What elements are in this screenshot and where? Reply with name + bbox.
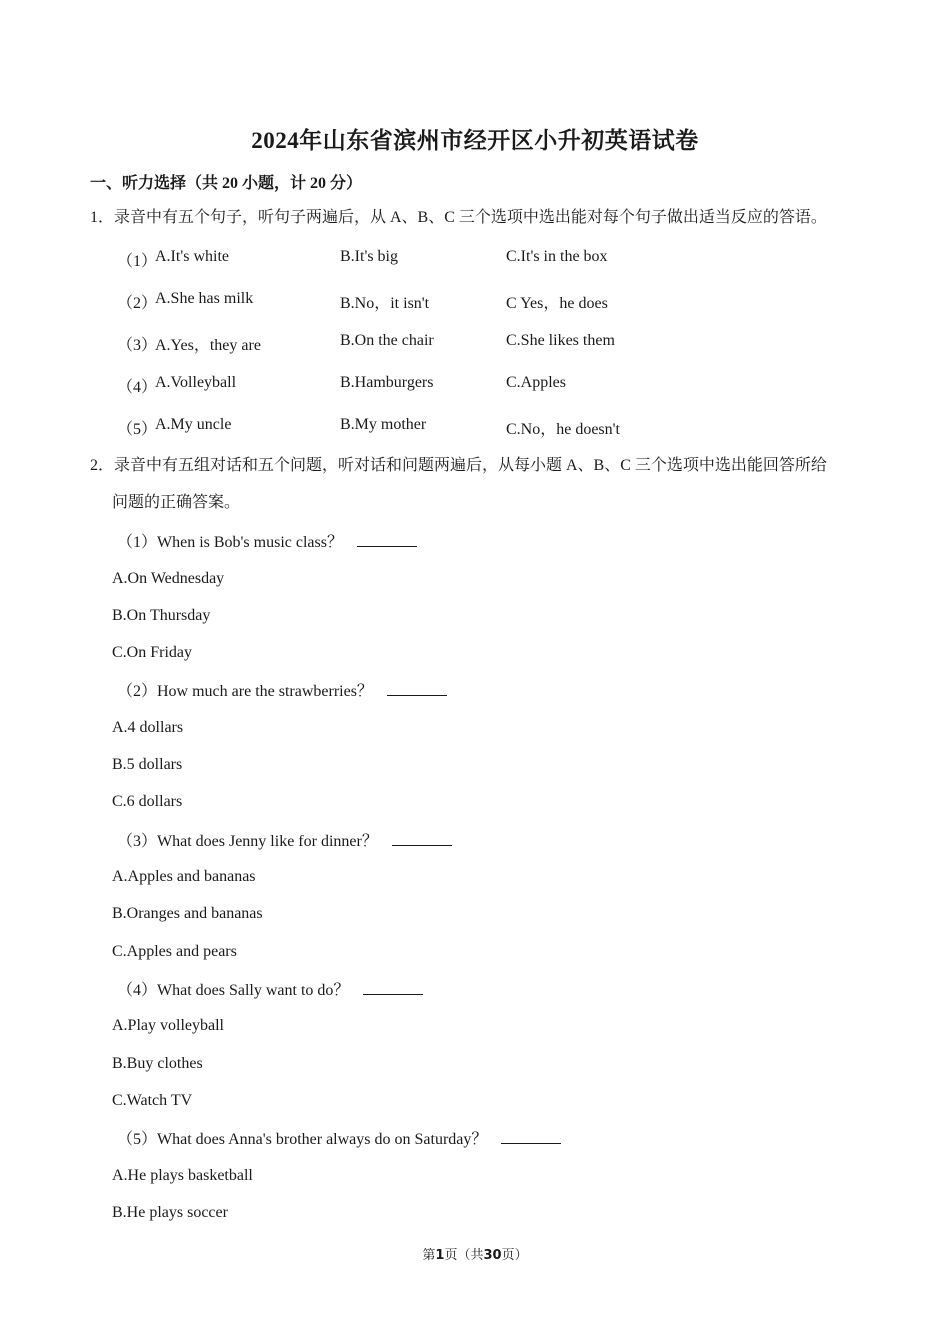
section-heading-listening: 一、听力选择（共 20 小题，计 20 分） <box>90 175 363 192</box>
option-a: A.Yes，they are <box>155 337 261 354</box>
question-2-intro-continued: 问题的正确答案。 <box>112 494 241 511</box>
page-title: 2024年山东省滨州市经开区小升初英语试卷 <box>251 128 699 153</box>
option-b: B.No，it isn't <box>340 295 430 312</box>
answer-blank[interactable] <box>363 978 423 995</box>
choice-b: B.Oranges and bananas <box>112 905 263 922</box>
option-a: A.She has milk <box>155 290 254 307</box>
sub-question <box>117 978 423 1002</box>
question-2-intro: 2．录音中有五组对话和五个问题，听对话和问题两遍后，从每小题 A、B、C 三个选项中选出能回答所给 <box>90 457 827 474</box>
choice-b: B.He plays soccer <box>112 1204 228 1221</box>
option-a: A.It's white <box>155 248 229 265</box>
option-c: C.Apples <box>506 374 566 391</box>
sub-question-text: （2）How much are the strawberries？ <box>117 683 373 700</box>
sub-question-text: （3）What does Jenny like for dinner？ <box>117 833 378 850</box>
sub-question <box>117 530 417 554</box>
question-1-intro: 1．录音中有五个句子，听句子两遍后，从 A、B、C 三个选项中选出能对每个句子做出适当反应的答语。 <box>90 209 827 226</box>
option-b: B.My mother <box>340 416 427 433</box>
sub-question <box>117 679 447 703</box>
choice-a: A.Apples and bananas <box>112 868 256 885</box>
item-number: （2） <box>117 295 158 312</box>
option-b: B.Hamburgers <box>340 374 434 391</box>
q1-option-row <box>117 248 877 270</box>
sub-question-text: （5）What does Anna's brother always do on Saturday？ <box>117 1131 488 1148</box>
sub-question <box>117 1127 561 1151</box>
choice-a: A.He plays basketball <box>112 1167 253 1184</box>
answer-blank[interactable] <box>392 829 452 846</box>
choice-a: A.Play volleyball <box>112 1017 224 1034</box>
sub-question <box>117 829 452 853</box>
sub-question-text: （4）What does Sally want to do？ <box>117 982 350 999</box>
item-number: （4） <box>117 379 158 396</box>
option-c: C.No，he doesn't <box>506 421 620 438</box>
option-a: A.Volleyball <box>155 374 237 391</box>
answer-blank[interactable] <box>357 530 417 547</box>
answer-blank[interactable] <box>387 679 447 696</box>
choice-c: C.Watch TV <box>112 1092 193 1109</box>
choice-c: C.On Friday <box>112 644 192 661</box>
choice-a: A.4 dollars <box>112 719 184 736</box>
choice-c: C.Apples and pears <box>112 943 237 960</box>
footer-prefix: 第 <box>422 1248 436 1263</box>
footer-suffix: 页） <box>501 1248 528 1263</box>
answer-blank[interactable] <box>501 1127 561 1144</box>
page-footer <box>0 1244 950 1263</box>
q1-option-row <box>117 374 877 396</box>
item-number: （3） <box>117 337 158 354</box>
option-c: C.She likes them <box>506 332 615 349</box>
item-number: （1） <box>117 253 158 270</box>
option-b: B.On the chair <box>340 332 434 349</box>
choice-a: A.On Wednesday <box>112 570 225 587</box>
choice-b: B.5 dollars <box>112 756 183 773</box>
sub-question-text: （1）When is Bob's music class？ <box>117 534 343 551</box>
option-c: C Yes，he does <box>506 295 608 312</box>
footer-page-number: 1 <box>435 1248 445 1263</box>
q1-option-row <box>117 290 877 312</box>
q1-option-row <box>117 332 877 354</box>
choice-b: B.On Thursday <box>112 607 211 624</box>
option-b: B.It's big <box>340 248 398 265</box>
item-number: （5） <box>117 421 158 438</box>
footer-middle: 页（共 <box>444 1248 484 1263</box>
choice-b: B.Buy clothes <box>112 1055 203 1072</box>
option-a: A.My uncle <box>155 416 232 433</box>
footer-total-pages: 30 <box>483 1248 502 1263</box>
option-c: C.It's in the box <box>506 248 608 265</box>
choice-c: C.6 dollars <box>112 793 183 810</box>
q1-option-row <box>117 416 877 438</box>
